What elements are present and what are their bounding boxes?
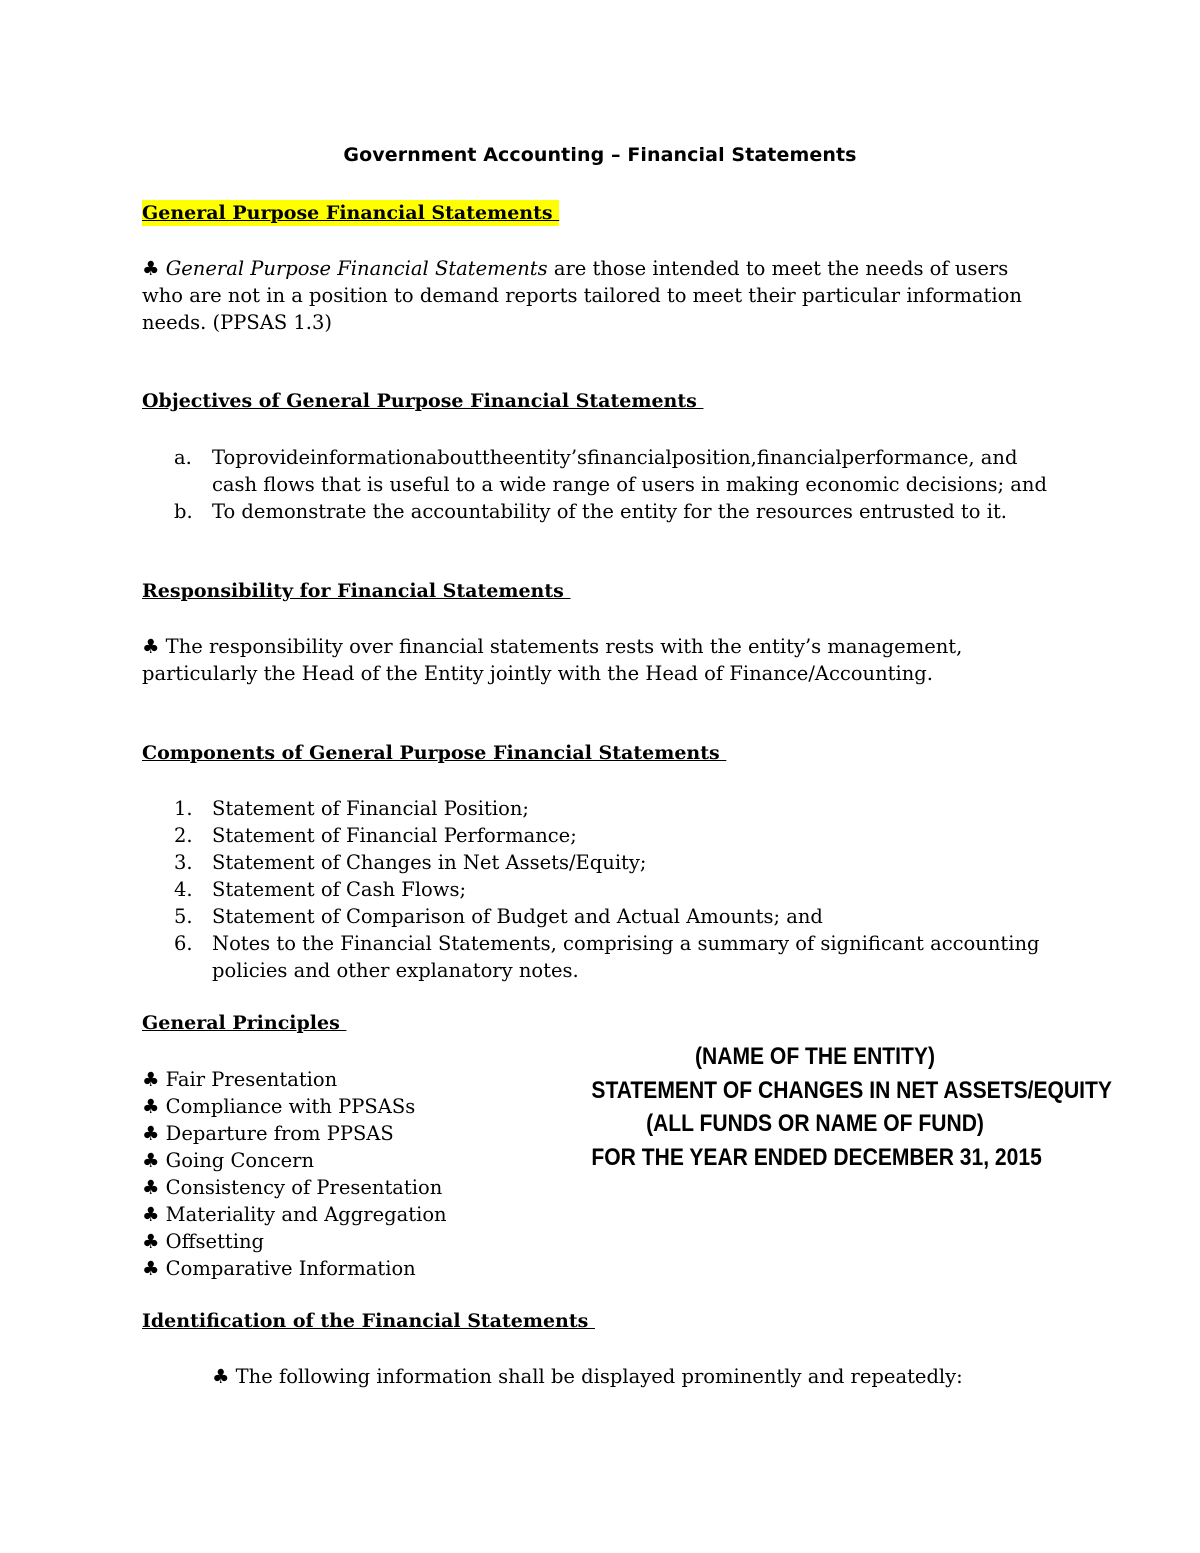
list-marker: b. xyxy=(174,500,193,523)
list-item xyxy=(174,822,1054,849)
gpfs-heading: General Purpose Financial Statements xyxy=(142,202,560,224)
list-item-text: Statement of Cash Flows; xyxy=(212,878,467,901)
identification-heading: Identification of the Financial Statements xyxy=(142,1310,595,1332)
statement-entity-line: (NAME OF THE ENTITY) xyxy=(695,1043,935,1070)
list-item: ♣ Materiality and Aggregation xyxy=(142,1203,447,1226)
list-item xyxy=(174,930,1054,984)
statement-header-image xyxy=(591,1040,1112,1180)
list-item-text: Statement of Financial Position; xyxy=(212,797,529,820)
list-marker: 3. xyxy=(174,851,193,874)
list-item: ♣ Offsetting xyxy=(142,1230,265,1253)
list-item xyxy=(174,876,1054,903)
statement-title-line: STATEMENT OF CHANGES IN NET ASSETS/EQUITY xyxy=(591,1076,1112,1104)
document-title: Government Accounting – Financial Statements xyxy=(343,144,857,166)
gpfs-italic-term: General Purpose Financial Statements xyxy=(165,257,548,280)
list-marker: a. xyxy=(174,446,192,469)
responsibility-heading: Responsibility for Financial Statements xyxy=(142,580,571,602)
statement-fund-line: (ALL FUNDS OR NAME OF FUND) xyxy=(646,1110,984,1137)
objectives-list xyxy=(174,444,1054,525)
gpfs-text: are those intended to meet the needs of users who are not in a position to demand reports tailored to meet their particular information needs. (PPSAS 1.3) xyxy=(142,257,1022,334)
list-item xyxy=(174,444,1054,498)
list-marker: 2. xyxy=(174,824,193,847)
list-item: ♣ Going Concern xyxy=(142,1149,315,1172)
list-item xyxy=(174,795,1054,822)
list-item: ♣ Departure from PPSAS xyxy=(142,1122,394,1145)
list-item-text: Toprovideinformationabouttheentity’sfinancialposition,financialperformance, and cash flows that is useful to a wide range of users in making economic decisions; and xyxy=(212,446,1047,496)
principles-heading: General Principles xyxy=(142,1012,347,1034)
list-item-text: Statement of Financial Performance; xyxy=(212,824,577,847)
list-marker: 5. xyxy=(174,905,193,928)
list-marker: 4. xyxy=(174,878,193,901)
identification-paragraph: ♣ The following information shall be displayed prominently and repeatedly: xyxy=(212,1365,963,1388)
list-item xyxy=(174,849,1054,876)
list-item-text: To demonstrate the accountability of the entity for the resources entrusted to it. xyxy=(212,500,1007,523)
statement-period-line: FOR THE YEAR ENDED DECEMBER 31, 2015 xyxy=(591,1143,1042,1171)
responsibility-paragraph xyxy=(142,633,1052,687)
list-item: ♣ Fair Presentation xyxy=(142,1068,338,1091)
club-bullet-icon: ♣ xyxy=(142,635,160,658)
list-item: ♣ Compliance with PPSASs xyxy=(142,1095,416,1118)
principles-list xyxy=(142,1066,447,1282)
gpfs-paragraph xyxy=(142,255,1052,336)
components-heading: Components of General Purpose Financial Statements xyxy=(142,742,727,764)
list-marker: 6. xyxy=(174,932,193,955)
list-marker: 1. xyxy=(174,797,193,820)
list-item xyxy=(174,903,1054,930)
responsibility-text: The responsibility over financial statements rests with the entity’s management, particularly the Head of the Entity jointly with the Head of Finance/Accounting. xyxy=(142,635,963,685)
club-bullet-icon: ♣ xyxy=(142,257,160,280)
objectives-heading: Objectives of General Purpose Financial Statements xyxy=(142,390,704,412)
list-item xyxy=(174,498,1054,525)
list-item-text: Statement of Comparison of Budget and Actual Amounts; and xyxy=(212,905,823,928)
list-item-text: Notes to the Financial Statements, comprising a summary of significant accounting policies and other explanatory notes. xyxy=(212,932,1040,982)
list-item-text: Statement of Changes in Net Assets/Equity; xyxy=(212,851,647,874)
list-item: ♣ Consistency of Presentation xyxy=(142,1176,443,1199)
list-item: ♣ Comparative Information xyxy=(142,1257,416,1280)
components-list xyxy=(174,795,1054,984)
